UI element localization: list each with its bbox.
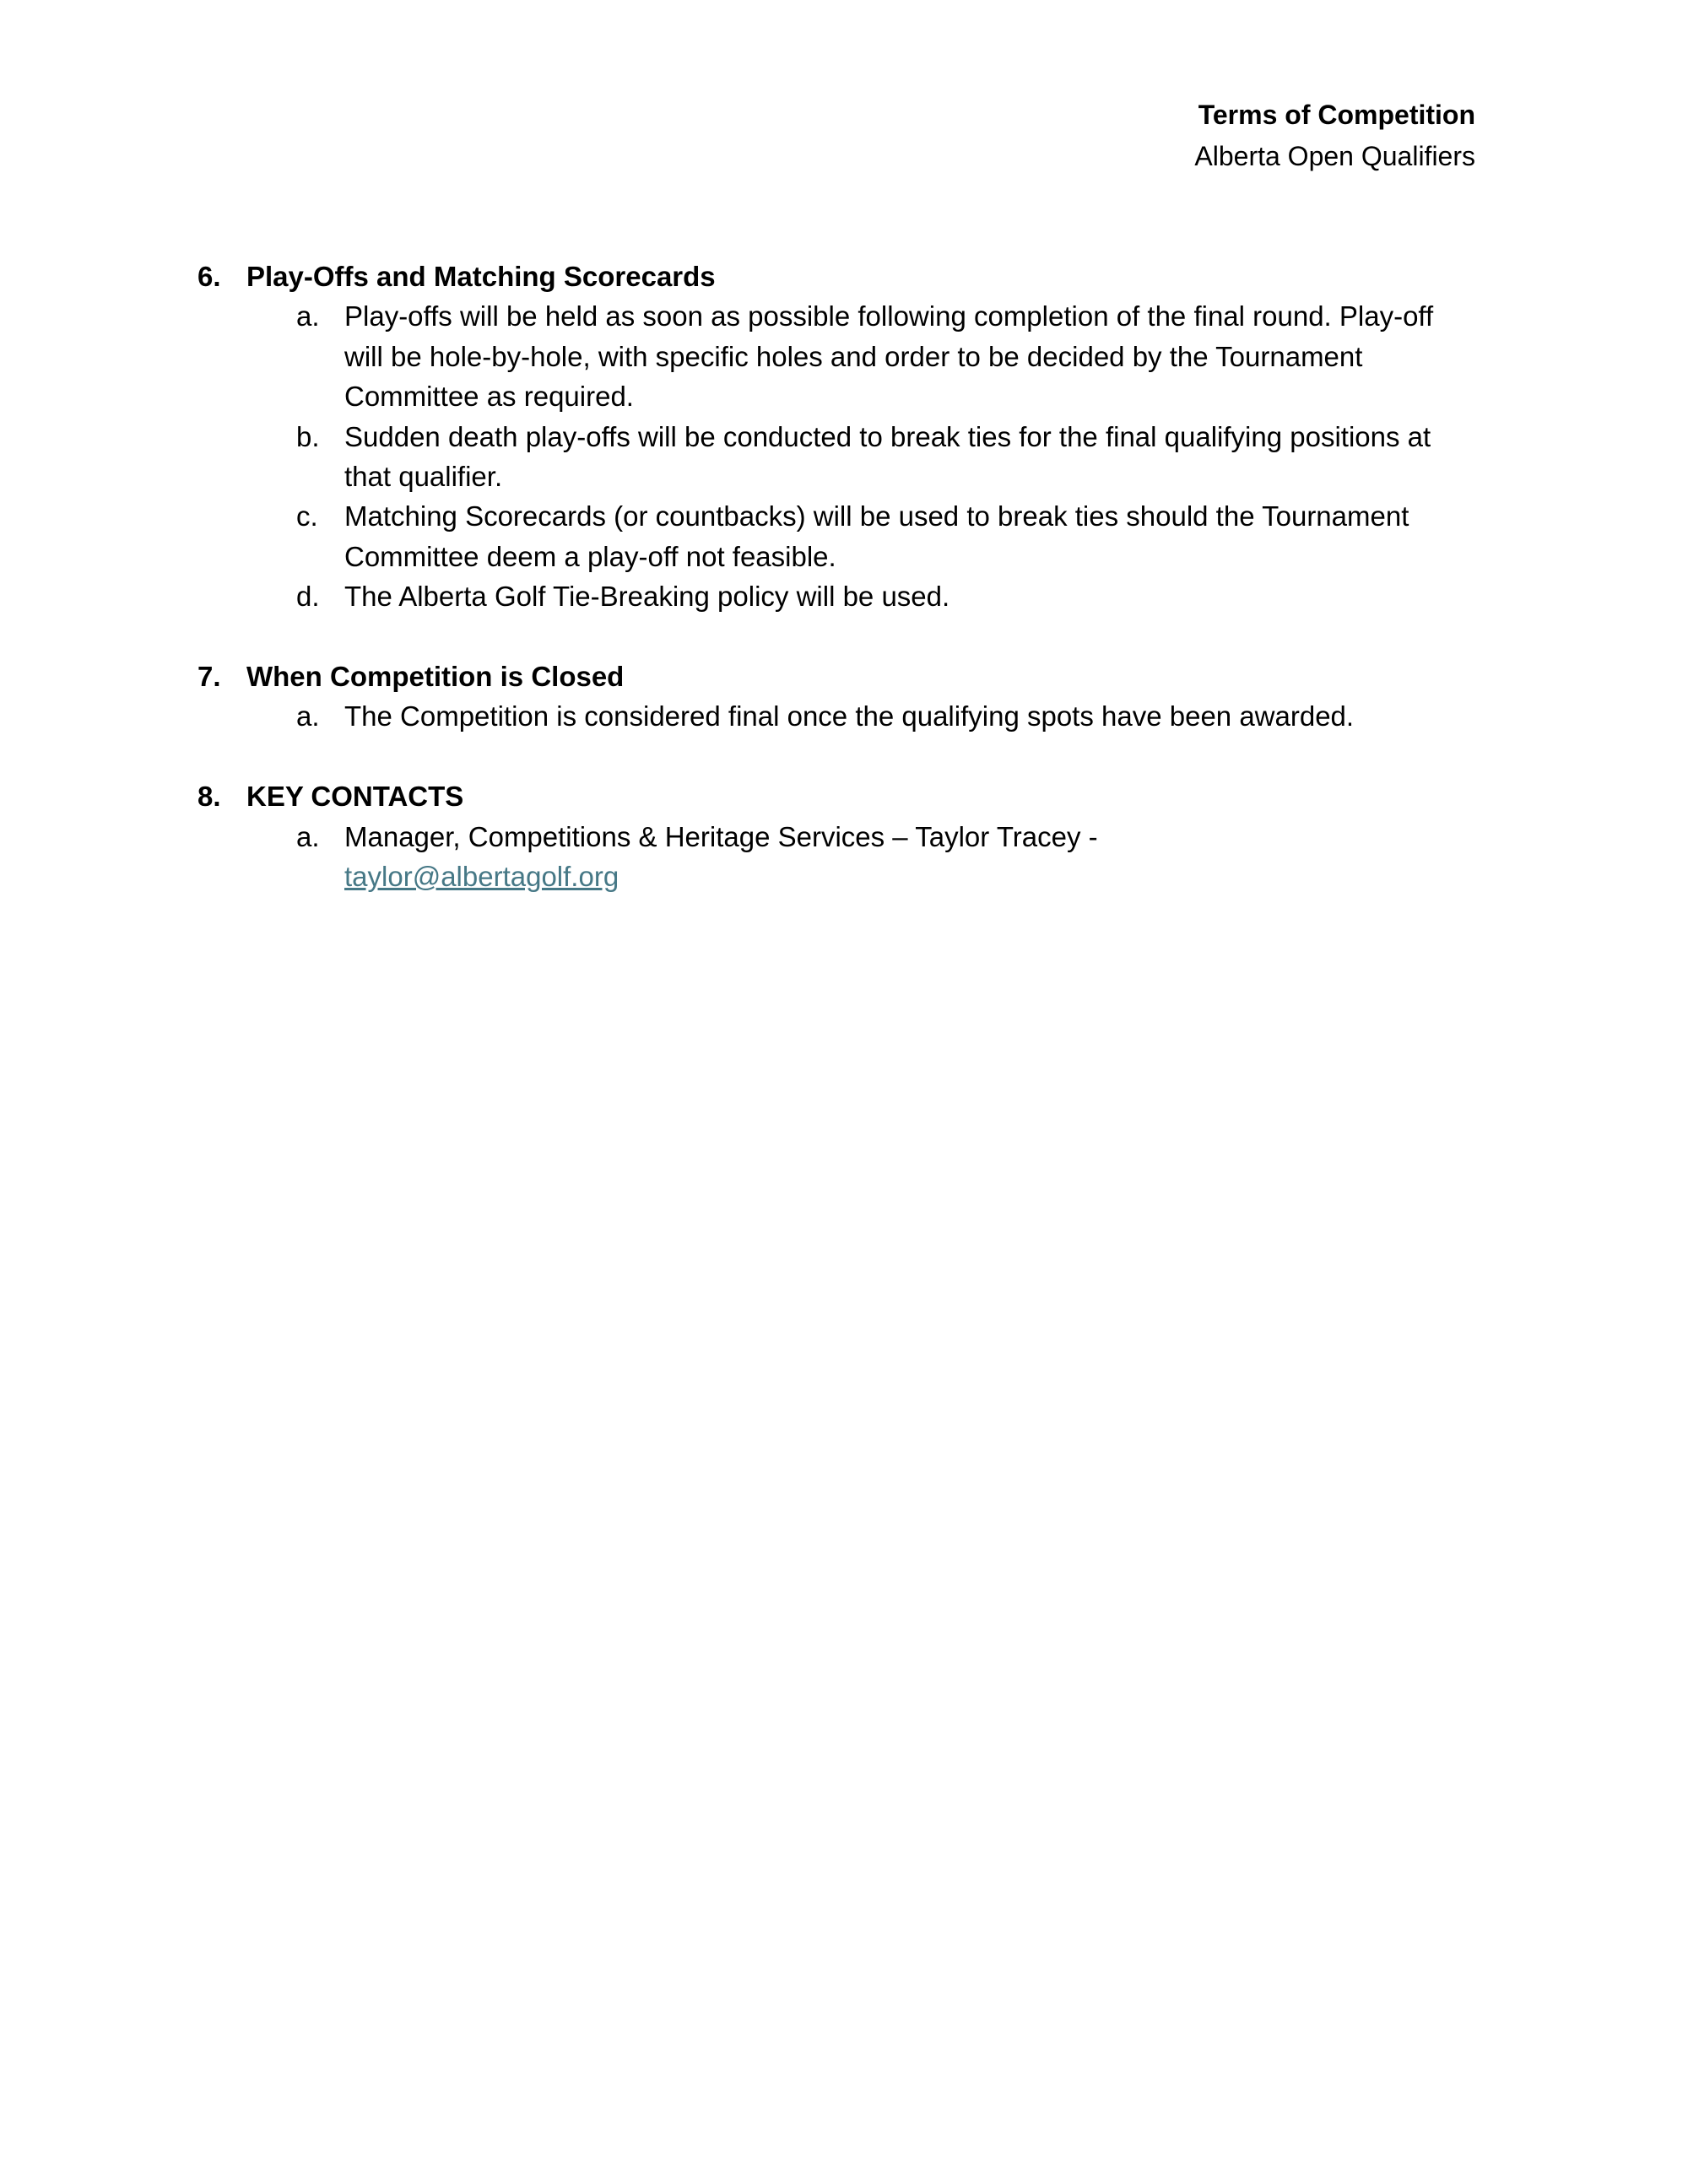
- item-text: Manager, Competitions & Heritage Services – Taylor Tracey -: [344, 820, 1098, 852]
- section-title: Play-Offs and Matching Scorecards: [246, 261, 716, 292]
- section-number: 8.: [197, 781, 221, 813]
- section-number: 7.: [197, 661, 221, 693]
- item-letter: b.: [296, 420, 320, 452]
- section-title: When Competition is Closed: [246, 661, 625, 693]
- item-letter: d.: [296, 581, 320, 613]
- list-item: [197, 696, 1475, 736]
- item-letter: a.: [296, 820, 320, 852]
- document-subtitle: Alberta Open Qualifiers: [1194, 141, 1475, 171]
- item-text: The Competition is considered final once the qualifying spots have been awarded.: [344, 700, 1355, 733]
- list-item: [197, 417, 1475, 497]
- item-letter: c.: [296, 500, 318, 532]
- document-title: Terms of Competition: [1198, 100, 1475, 130]
- section-heading: [197, 257, 1475, 296]
- list-item: [197, 576, 1475, 616]
- section-7: [197, 657, 1475, 737]
- item-text: Matching Scorecards (or countbacks) will be used to break ties should the Tournament Committee deem a play-off not feasible.: [344, 500, 1409, 572]
- list-item: [197, 296, 1475, 416]
- list-item: [197, 817, 1475, 897]
- email-link[interactable]: taylor@albertagolf.org: [344, 861, 619, 893]
- section-heading: [197, 657, 1475, 696]
- item-text: The Alberta Golf Tie-Breaking policy will be used.: [344, 581, 950, 613]
- section-heading: [197, 776, 1475, 816]
- item-text: Play-offs will be held as soon as possible following completion of the final round. Play-off will be hole-by-hole, with specific holes and order to be decided by the Tournament Committee as required.: [344, 300, 1434, 413]
- section-6: [197, 257, 1475, 617]
- page-header: [1194, 95, 1475, 177]
- section-8: [197, 776, 1475, 896]
- item-text: Sudden death play-offs will be conducted to break ties for the final qualifying positions at that qualifier.: [344, 420, 1431, 493]
- item-letter: a.: [296, 300, 320, 332]
- list-item: [197, 496, 1475, 576]
- item-letter: a.: [296, 700, 320, 733]
- section-title: KEY CONTACTS: [246, 781, 464, 813]
- document-body: [197, 257, 1475, 937]
- section-number: 6.: [197, 261, 221, 292]
- item-content: [344, 817, 1475, 897]
